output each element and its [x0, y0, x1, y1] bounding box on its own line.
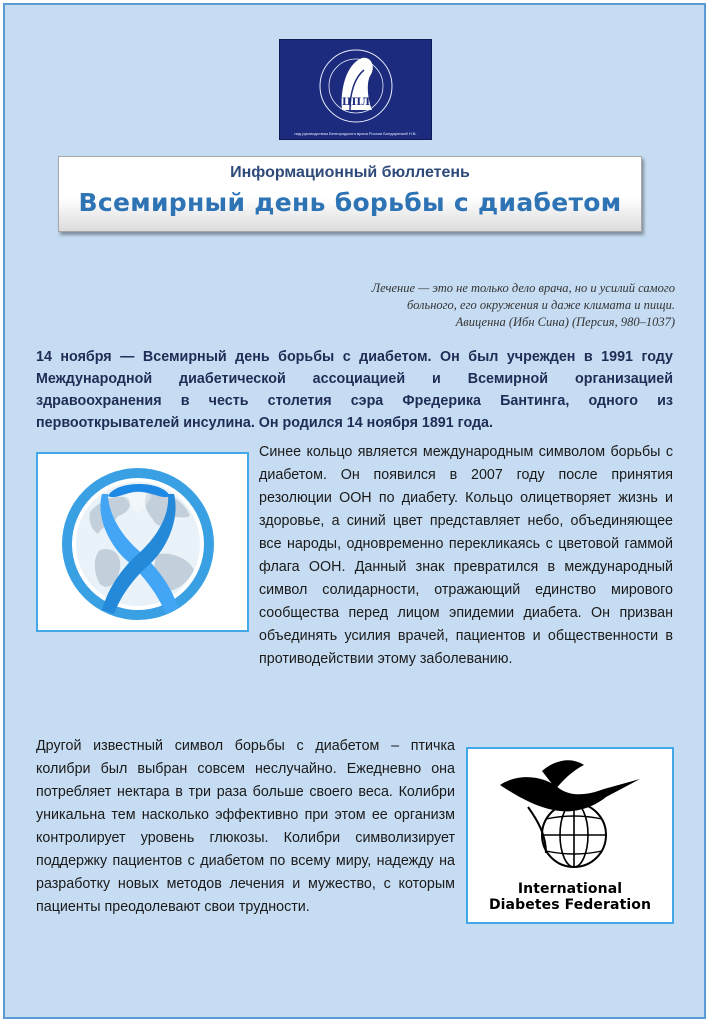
- logo-monogram: ЦПЛ: [342, 97, 370, 108]
- epigraph-quote: [255, 280, 675, 331]
- quote-line-2: больного, его окружения и даже климата и пищи.: [407, 298, 675, 312]
- ribbon-paragraph: Синее кольцо является международным символом борьбы с диабетом. Он появился в 2007 году после принятия резолюции ООН по диабету. Кольцо олицетворяет жизнь и здоровье, а синий цвет представляет небо, объединяющее все народы, одновременно перекликаясь с цветовой гаммой флага ООН. Данный знак превратился в международный символ солидарности, отражающий единство мирового сообщества перед лицом эпидемии диабета. Он призван объединять усилия врачей, пациентов и общественности в противодействии этому заболеванию.: [259, 444, 673, 667]
- logo-emblem-graphic: [280, 40, 433, 141]
- title-banner: [58, 156, 642, 232]
- idf-name-line-2: Diabetes Federation: [488, 897, 652, 913]
- logo-caption: над руководством Белгородского врача России Бондаренкой Н.В.: [294, 131, 417, 136]
- hummingbird-paragraph: Другой известный символ борьбы с диабетом – птичка колибри был выбран совсем неслучайно. Ежедневно она потребляет нектара в три раза больше своего веса. Колибри уникальна тем насколько эффективно при этом ее организм контролирует уровень глюкозы. Колибри символизирует поддержку пациентов с диабетом по всему миру, надежду на разработку новых методов лечения и мужество, с которым пациенты преодолевают свои трудности.: [36, 738, 455, 915]
- page-title: Всемирный день борьбы с диабетом: [78, 188, 622, 217]
- quote-line-1: Лечение — это не только дело врача, но и усилий самого: [371, 281, 675, 295]
- quote-attribution: Авиценна (Ибн Сина) (Персия, 980–1037): [455, 315, 675, 329]
- organization-logo: [279, 39, 432, 140]
- lead-paragraph: 14 ноября — Всемирный день борьбы с диабетом. Он был учрежден в 1991 году Международной диабетической ассоциацией и Всемирной организацией здравоохранения в честь столетия сэра Фредерика Бантинга, одного из первооткрывателей инсулина. Он родился 14 ноября 1891 года.: [36, 349, 673, 431]
- ribbon-section: [36, 441, 673, 671]
- ribbon-image-spacer: [36, 441, 259, 653]
- idf-name-line-1: International: [517, 881, 623, 897]
- idf-logo-image: [466, 747, 674, 924]
- bulletin-subtitle: Информационный бюллетень: [230, 164, 470, 181]
